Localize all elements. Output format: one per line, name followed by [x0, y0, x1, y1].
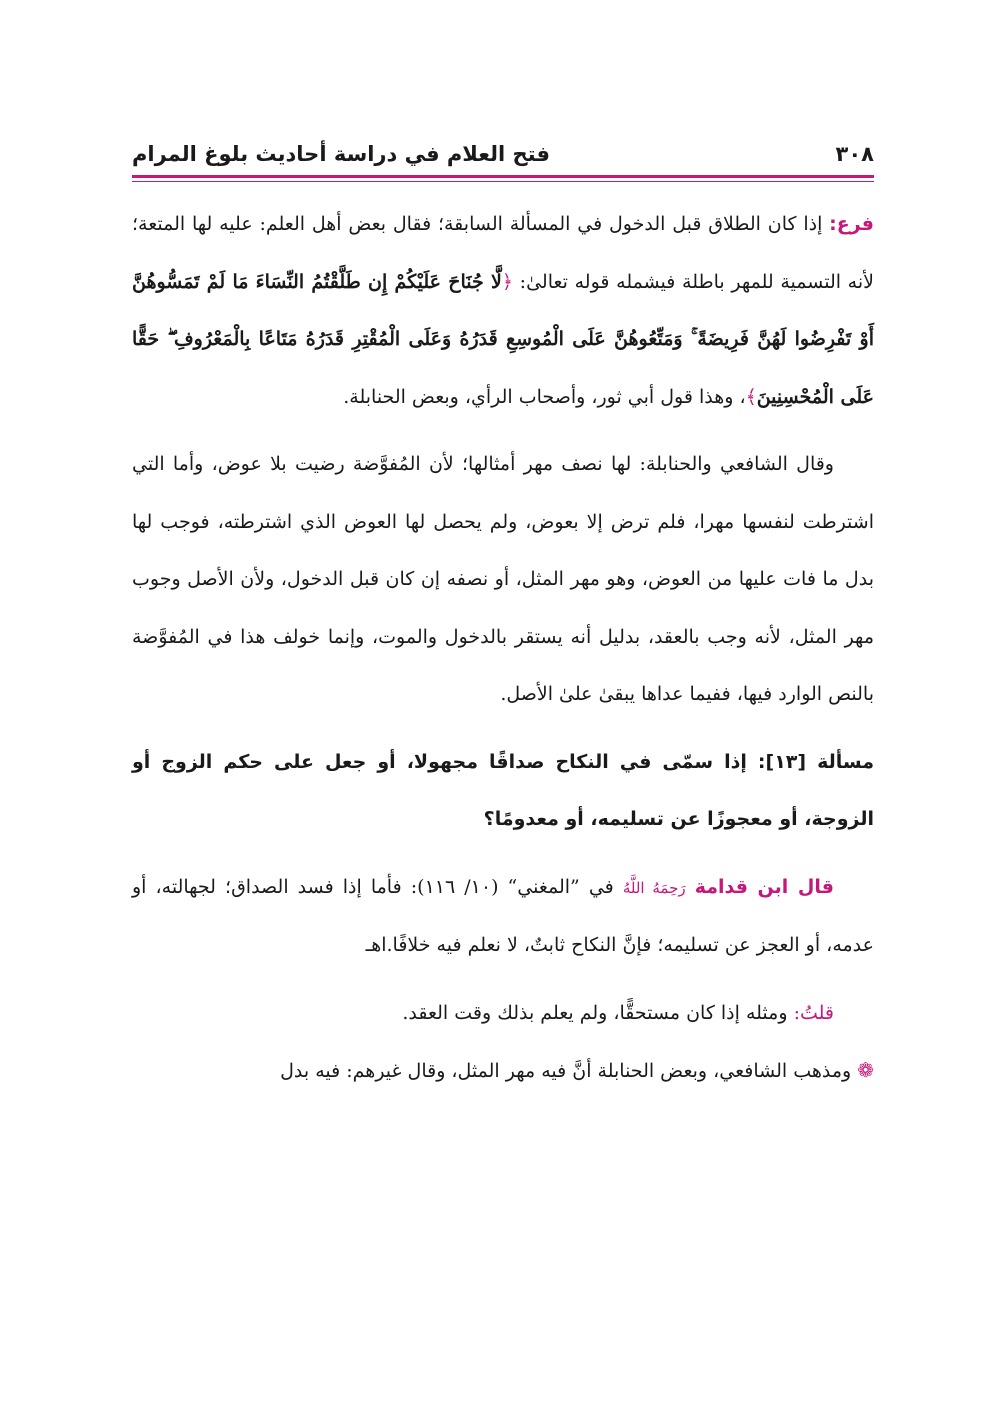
- branch-text-end: ، وهذا قول أبي ثور، وأصحاب الرأي، وبعض الحنابلة.: [343, 385, 746, 408]
- ibn-qudamah-text: في ”المغني“ (١٠/ ١١٦): فأما إذا فسد الصداق؛ لجهالته، أو عدمه، أو العجز عن تسليمه؛ فإنَّ النكاح ثابتٌ، لا نعلم فيه خلافًا.اهـ: [132, 875, 874, 956]
- qultu-text: ومثله إذا كان مستحقًّا، ولم يعلم بذلك وقت العقد.: [402, 1001, 794, 1024]
- madhhab-text: ومذهب الشافعي، وبعض الحنابلة أنَّ فيه مهر المثل، وقال غيرهم: فيه بدل: [280, 1060, 858, 1082]
- page-header: [132, 136, 874, 172]
- shafii-paragraph: وقال الشافعي والحنابلة: لها نصف مهر أمثالها؛ لأن المُفوَّضة رضيت بلا عوض، وأما التي اشترطت لنفسها مهرا، فلم ترض إلا بعوض، ولم يحصل لها العوض الذي اشترطته، فوجب لها بدل ما فات عليها من العوض، وهو مهر المثل، أو نصفه إن كان قبل الدخول، ولأن الأصل وجوب مهر المثل، لأنه وجب بالعقد، بدليل أنه يستقر بالدخول والموت، وإنما خولف هذا في المُفوَّضة بالنص الوارد فيها، ففيما عداها يبقىٰ علىٰ الأصل.: [132, 453, 874, 705]
- quran-verse: لَّا جُنَاحَ عَلَيْكُمْ إِن طَلَّقْتُمُ النِّسَاءَ مَا لَمْ تَمَسُّوهُنَّ أَوْ تَفْرِضُوا لَهُنَّ فَرِيضَةً ۚ وَمَتِّعُوهُنَّ عَلَى الْمُوسِعِ قَدَرُهُ وَعَلَى الْمُقْتِرِ قَدَرُهُ مَتَاعًا بِالْمَعْرُوفِ ۖ حَقًّا عَلَى الْمُحْسِنِينَ: [132, 270, 874, 408]
- branch-text: إذا كان الطلاق قبل الدخول في المسألة السابقة؛ فقال بعض أهل العلم: عليه لها المتعة؛ لأنه التسمية للمهر باطلة فيشمله قوله تعالىٰ:: [132, 213, 874, 293]
- quran-close-bracket: ﴾: [745, 385, 757, 408]
- author-name: قال ابن قدامة: [694, 875, 834, 898]
- qultu-paragraph: [132, 985, 874, 1043]
- honorific: رَحِمَهُ اللَّهُ: [622, 878, 686, 897]
- header-rule-thin: [132, 181, 874, 182]
- issue-heading: [132, 734, 874, 849]
- book-title: فتح العلام في دراسة أحاديث بلوغ المرام: [132, 142, 550, 166]
- quran-open-bracket: ﴿: [501, 270, 513, 293]
- flower-icon: ❁: [857, 1058, 874, 1082]
- branch-label: فرع:: [829, 213, 874, 235]
- page-body: [132, 196, 874, 1101]
- issue-label: مسألة [١٣]:: [757, 750, 874, 773]
- issue-question: إذا سمّى في النكاح صداقًا مجهولا، أو جعل على حكم الزوج أو الزوجة، أو معجوزًا عن تسليمه، أو معدومًا؟: [132, 750, 874, 830]
- ibn-qudamah-paragraph: [132, 859, 874, 975]
- header-rule-thick: [132, 175, 874, 178]
- branch-paragraph: [132, 196, 874, 426]
- qultu-label: قلتُ:: [793, 1001, 834, 1024]
- madhhab-paragraph: [132, 1042, 874, 1101]
- page-number: ٣٠٨: [835, 142, 874, 166]
